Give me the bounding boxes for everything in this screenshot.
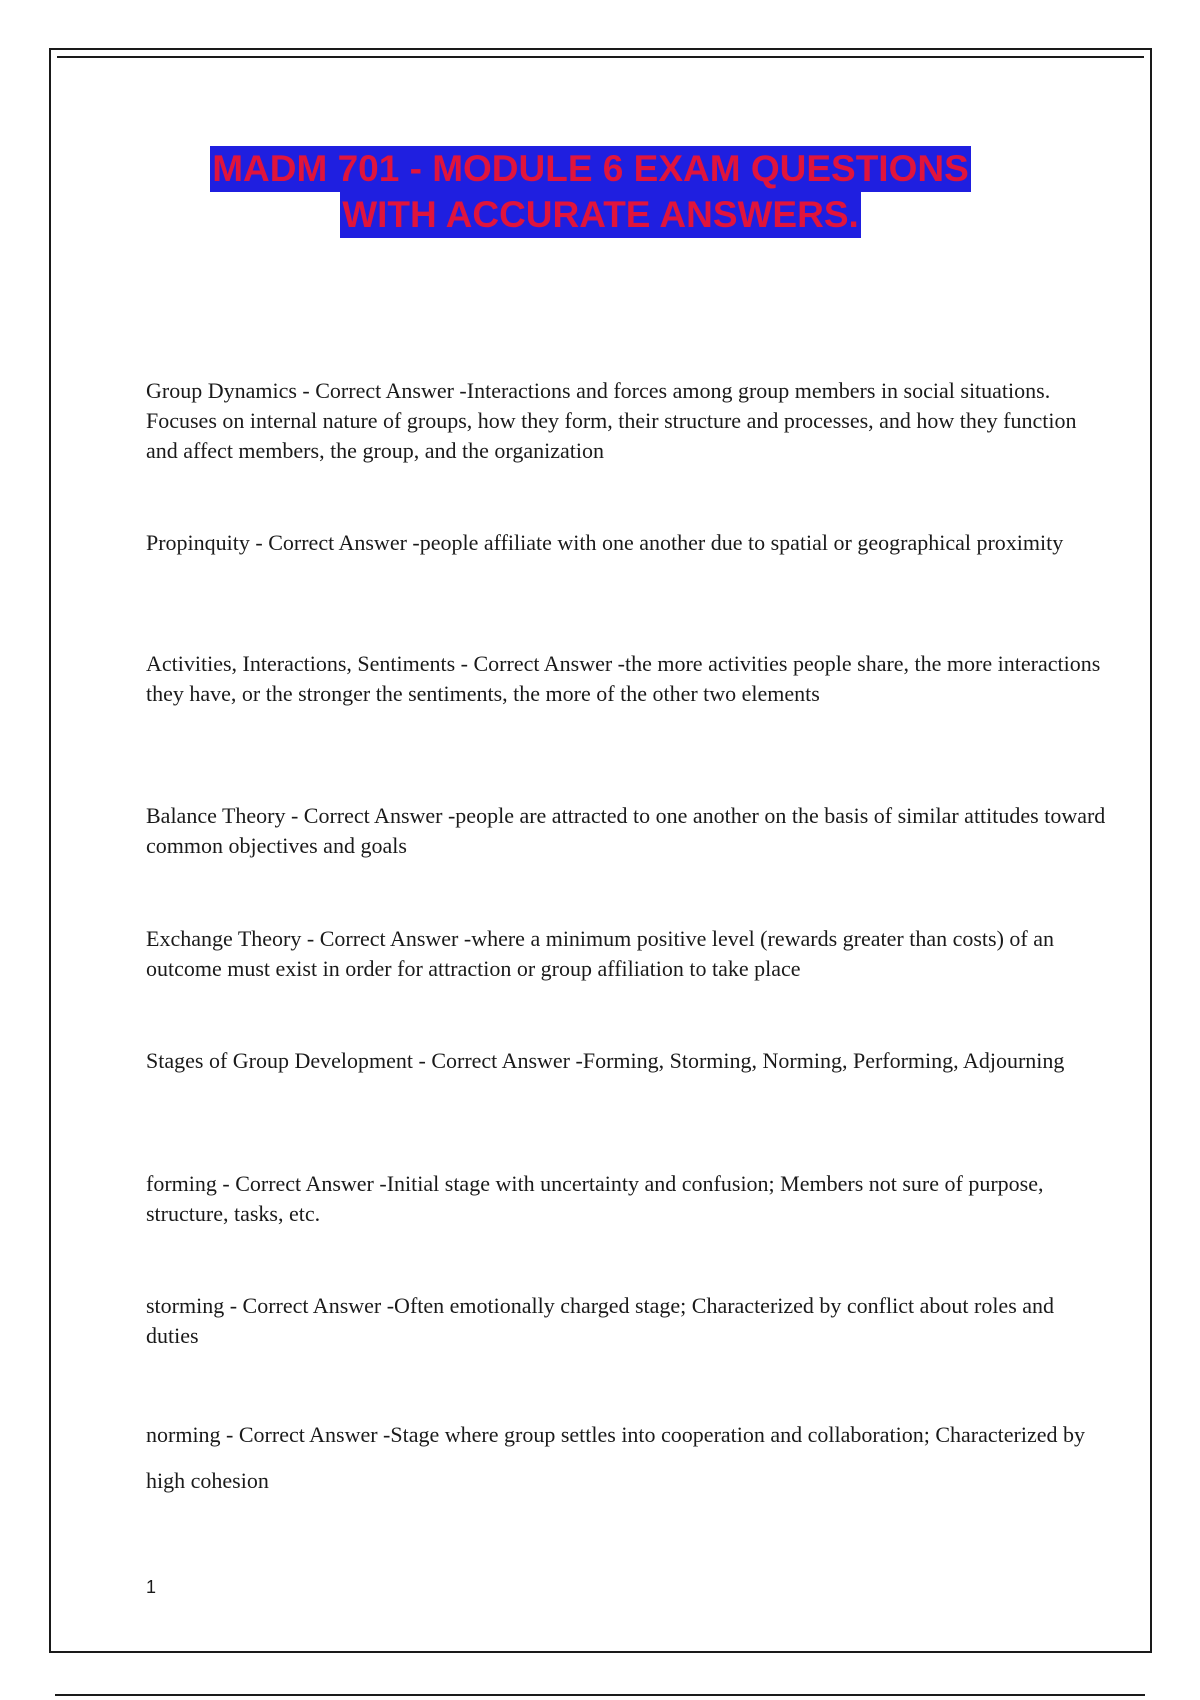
qa-entry-stages-of-group-development: Stages of Group Development - Correct Answer -Forming, Storming, Norming, Performing, Adjourning bbox=[146, 1048, 1065, 1073]
bottom-rule bbox=[55, 1694, 1145, 1696]
qa-entry-exchange-theory: Exchange Theory - Correct Answer -where a minimum positive level (rewards greater than costs) of an outcome must exist in order for attraction or group affiliation to take place bbox=[146, 926, 1054, 981]
page-number: 1 bbox=[146, 1577, 157, 1597]
qa-entry-storming: storming - Correct Answer -Often emotionally charged stage; Characterized by conflict about roles and duties bbox=[146, 1293, 1055, 1348]
qa-entry-activities-interactions-sentiments: Activities, Interactions, Sentiments - Correct Answer -the more activities people share, the more interactions they have, or the stronger the sentiments, the more of the other two elements bbox=[146, 651, 1101, 706]
qa-entry-propinquity: Propinquity - Correct Answer -people affiliate with one another due to spatial or geographical proximity bbox=[146, 530, 1064, 555]
title-line-1: MADM 701 - MODULE 6 EXAM QUESTIONS bbox=[210, 146, 971, 192]
qa-entry-norming: norming - Correct Answer -Stage where group settles into cooperation and collaboration; Characterized by high cohesion bbox=[146, 1422, 1085, 1493]
qa-entry-forming: forming - Correct Answer -Initial stage with uncertainty and confusion; Members not sure of purpose, structure, tasks, etc. bbox=[146, 1171, 1044, 1226]
page-frame bbox=[49, 48, 1152, 1653]
qa-entry-group-dynamics: Group Dynamics - Correct Answer -Interactions and forces among group members in social situations. Focuses on internal nature of groups, how they form, their structure and processes, and how they function and affect members, the group, and the organization bbox=[146, 378, 1077, 463]
top-rule bbox=[57, 56, 1144, 58]
title-line-2: WITH ACCURATE ANSWERS. bbox=[340, 192, 861, 238]
page-title bbox=[51, 146, 1150, 238]
qa-entry-balance-theory: Balance Theory - Correct Answer -people are attracted to one another on the basis of similar attitudes toward common objectives and goals bbox=[146, 803, 1106, 858]
